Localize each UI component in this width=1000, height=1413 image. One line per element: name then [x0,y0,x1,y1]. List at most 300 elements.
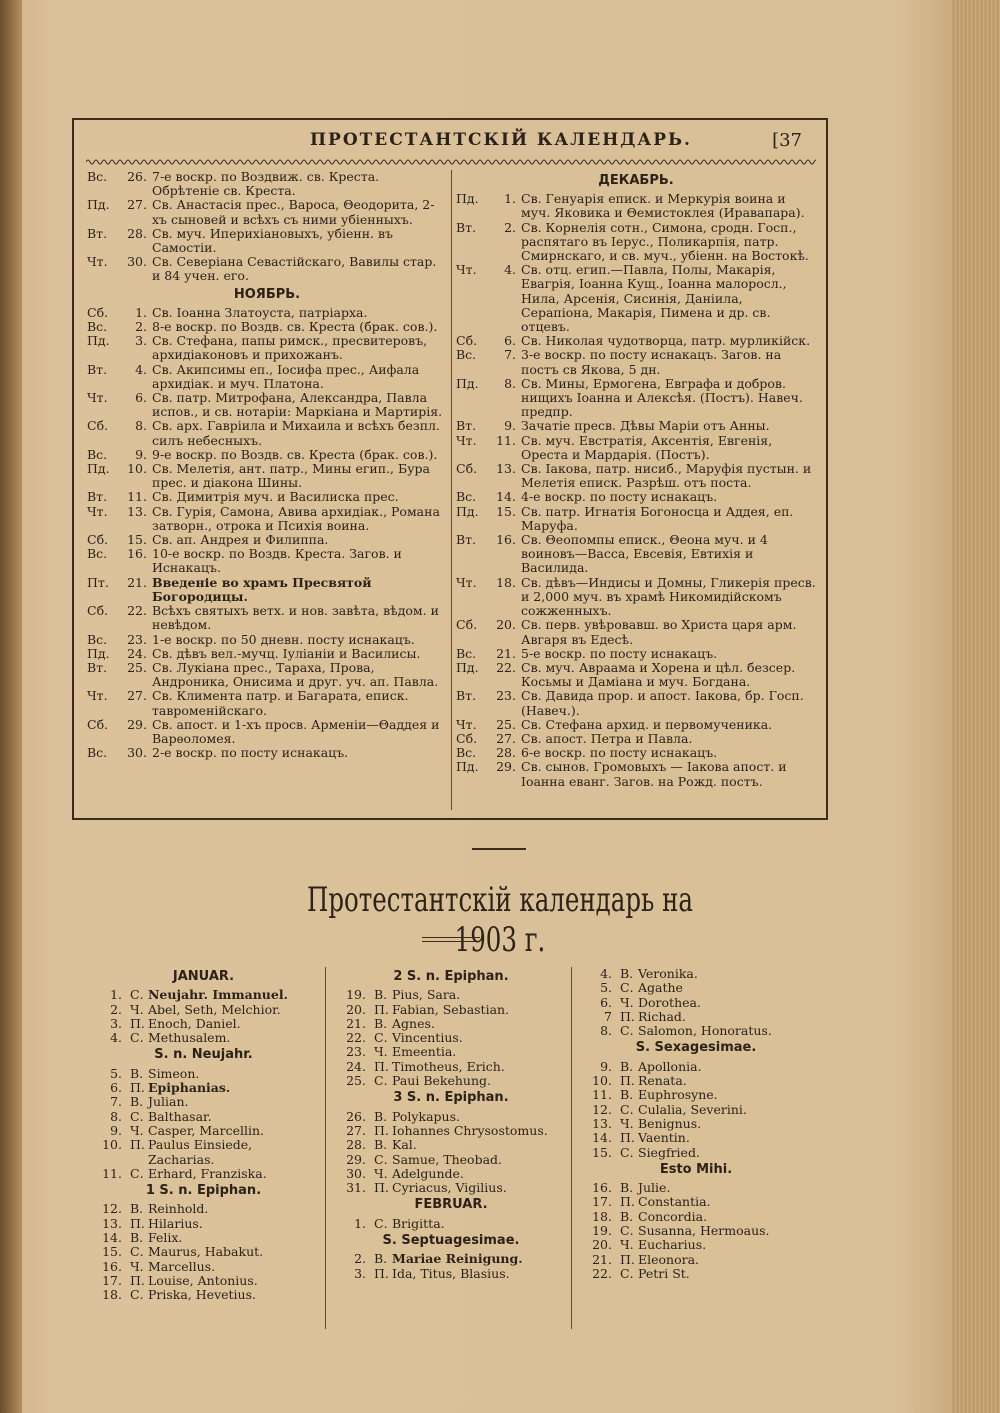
protestant-entry [576,1010,816,1024]
day-number: 27. [346,1122,366,1138]
weekday-abbrev: Чт. [87,688,108,704]
weekday-letter: П. [620,1130,635,1146]
calendar-entry [87,462,447,490]
weekday-abbrev: Сб. [456,730,478,746]
calendar-entry [87,363,447,391]
weekday-abbrev: Пд. [456,191,479,207]
saint-text: Св. муч. Иперихіановыхъ, убіенн. въ Самостіи. [152,225,393,256]
day-number: 8. [110,1108,122,1124]
weekday-letter: В. [130,1094,144,1110]
protestant-entry [576,1238,816,1252]
calendar-entry [87,490,447,504]
protestant-entry [330,1074,572,1088]
saint-text: Св. дѣвъ—Индисы и Домны, Гликерія пресв. и 2,000 муч. въ храмѣ Никомидійскомъ сожженныхъ. [521,574,816,619]
day-number: 26. [127,169,147,184]
protestant-entry [330,1252,572,1266]
name-text: Maurus, Habakut. [148,1244,264,1260]
weekday-letter: Ч. [620,1115,634,1131]
day-number: 4. [600,966,612,981]
name-text: Apollonia. [638,1058,702,1074]
saint-text: 8-е воскр. по Воздв. св. Креста (брак. сов.). [152,319,438,335]
weekday-letter: В. [620,1180,634,1196]
name-text: Louise, Antonius. [148,1272,258,1288]
day-number: 31. [346,1180,366,1196]
calendar-entry [456,576,816,619]
day-number: 14. [496,489,516,505]
name-text: Julie. [638,1180,671,1196]
name-text: Eleonora. [638,1251,700,1267]
day-number: 22. [496,659,516,675]
protestant-entry [576,1181,816,1195]
name-text: Reinhold. [148,1201,209,1217]
name-text: Brigitta. [392,1215,445,1231]
day-number: 25. [346,1073,366,1089]
protestant-entry [330,988,572,1002]
name-text: Erhard, Franziska. [148,1165,267,1181]
title-rule [422,937,480,942]
name-text: Adelgunde. [392,1165,464,1181]
name-text: Casper, Marcellin. [148,1122,265,1138]
calendar-entry [456,377,816,420]
weekday-letter: В. [130,1201,144,1217]
calendar-entry [87,647,447,661]
right-column [456,170,816,789]
name-text: Veronika. [638,966,698,981]
protestant-column-2 [330,967,572,1281]
protestant-entry [576,981,816,995]
weekday-abbrev: Вт. [456,219,477,235]
weekday-abbrev: Пт. [87,574,109,590]
protestant-entry [86,1217,321,1231]
saint-text: Св. отц. егип.—Павла, Полы, Макарія, Евагрія, Іоанна Кущ., Іоанна малоросл., Нила, Арсенія, Сисинія, Даніила, Серапіона, Макарія, Пимена и др. св. отцевъ. [521,262,787,335]
saint-text: Св. ап. Андрея и Филиппа. [152,532,329,548]
day-number: 11. [102,1165,122,1181]
weekday-letter: Ч. [620,1237,634,1253]
protestant-entry [330,1153,572,1167]
weekday-abbrev: Вс. [87,631,108,647]
saint-text: 6-е воскр. по посту иснакацъ. [521,745,718,761]
day-number: 14. [592,1130,612,1146]
weekday-abbrev: Сб. [456,461,478,477]
weekday-letter: П. [130,1137,145,1153]
protestant-heading: S. Sexagesimae. [635,1040,757,1056]
name-text: Euphrosyne. [638,1087,718,1103]
weekday-letter: С. [374,1151,388,1167]
saint-text: Зачатіе пресв. Дѣвы Маріи отъ Анны. [521,418,770,434]
protestant-entry [86,1245,321,1259]
day-number: 9. [110,1122,122,1138]
saint-text: Св. Корнелія сотн., Симона, сродн. Госп., распятаго въ Іерус., Поликарпія, патр. Смирнскаго, и св. муч., убіенн. на Востокѣ. [521,219,809,264]
saint-text: 4-е воскр. по посту иснакацъ. [521,489,718,505]
protestant-calendar-title: Протестантскій календарь на 1903 г. [306,880,694,960]
calendar-entry [456,760,816,788]
calendar-entry [456,419,816,433]
month-heading: ДЕКАБРЬ. [598,173,674,188]
weekday-abbrev: Вс. [87,319,108,335]
weekday-abbrev: Вс. [456,347,477,363]
name-text: Ida, Titus, Blasius. [392,1265,510,1281]
weekday-letter: Ч. [620,994,634,1010]
saint-text: Св. Мелетія, ант. патр., Мины егип., Бура прес. и діакона Шины. [152,461,431,491]
day-number: 24. [346,1058,366,1074]
saint-text: Св. Давида прор. и апост. Іакова, бр. Госп. (Навеч.). [521,688,804,718]
page-number: [37 [772,130,802,151]
day-number: 11. [592,1087,612,1103]
protestant-heading: Esto Mihi. [659,1161,733,1177]
day-number: 21. [346,1015,366,1031]
weekday-abbrev: Вт. [456,688,477,704]
day-number: 7. [110,1094,122,1110]
protestant-entry [86,1095,321,1109]
day-number: 16. [102,1258,122,1274]
weekday-abbrev: Вс. [87,446,108,462]
running-header [80,130,820,158]
saint-text: 5-е воскр. по посту иснакацъ. [521,645,718,661]
day-number: 11. [496,432,516,448]
name-text: Abel, Seth, Melchior. [148,1001,281,1017]
calendar-entry [456,462,816,490]
weekday-abbrev: Чт. [87,390,108,406]
saint-text: Св. Димитрія муч. и Василиска прес. [152,489,399,505]
weekday-letter: П. [620,1194,635,1210]
saint-text: Св. Стефана архид. и первомученика. [521,716,773,732]
weekday-abbrev: Пд. [87,333,110,349]
weekday-letter: Ч. [374,1165,388,1181]
protestant-entry [330,1167,572,1181]
saint-text: 1-е воскр. по 50 дневн. посту иснакацъ. [152,631,415,647]
protestant-entry [330,1217,572,1231]
weekday-letter: В. [620,966,634,981]
calendar-entry [456,661,816,689]
saint-text: Введеніе во храмъ Пресвятой Богородицы. [152,574,372,604]
weekday-letter: П. [374,1001,389,1017]
name-text: Simeon. [148,1065,200,1081]
name-text: Petri St. [638,1265,690,1281]
day-number: 19. [346,987,366,1003]
weekday-abbrev: Чт. [456,432,477,448]
day-number: 23. [127,631,147,647]
header-title: ПРОТЕСТАНТСКIЙ КАЛЕНДАРЬ. [310,130,692,150]
weekday-letter: Ч. [130,1122,144,1138]
calendar-entry [87,689,447,717]
protestant-entry [86,1003,321,1017]
name-text: Neujahr. Immanuel. [148,987,288,1003]
calendar-entry [456,618,816,646]
weekday-letter: С. [374,1215,388,1231]
protestant-entry [330,1003,572,1017]
day-number: 8. [600,1023,612,1039]
protestant-entry [330,1060,572,1074]
calendar-entry [456,334,816,348]
saint-text: Св. муч. Евстратія, Аксентія, Евгенія, Ореста и Мардарія. (Постъ). [521,432,773,462]
weekday-abbrev: Пд. [87,197,110,213]
day-number: 18. [592,1208,612,1224]
protestant-heading: 2 S. n. Epiphan. [393,969,509,984]
calendar-entry [456,192,816,220]
weekday-abbrev: Чт. [456,574,477,590]
name-text: Cyriacus, Vigilius. [392,1180,507,1196]
calendar-entry [456,746,816,760]
protestant-entry [86,1067,321,1081]
weekday-abbrev: Вс. [87,546,108,562]
day-number: 5. [600,980,612,996]
protestant-entry [576,1131,816,1145]
protestant-entry [576,1088,816,1102]
calendar-entry [87,255,447,283]
weekday-abbrev: Сб. [456,617,478,633]
weekday-abbrev: Сб. [87,716,109,732]
calendar-entry [456,718,816,732]
protestant-column-1 [86,967,321,1303]
calendar-entry [456,490,816,504]
day-number: 14. [102,1230,122,1246]
name-text: Julian. [148,1094,189,1110]
weekday-abbrev: Чт. [87,254,108,270]
day-number: 8. [135,418,147,434]
weekday-letter: С. [620,1144,634,1160]
name-text: Concordia. [638,1208,708,1224]
name-text: Epiphanias. [148,1080,231,1096]
protestant-entry [576,1210,816,1224]
day-number: 19. [592,1223,612,1239]
calendar-entry [87,419,447,447]
name-text: Priska, Hevetius. [148,1287,256,1303]
saint-text: Св. Николая чудотворца, патр. мурликійск. [521,333,811,349]
weekday-letter: Ч. [374,1044,388,1060]
name-text: Emeentia. [392,1044,457,1060]
protestant-column-3 [576,967,816,1281]
weekday-letter: П. [374,1180,389,1196]
name-text: Balthasar. [148,1108,212,1124]
day-number: 15. [102,1244,122,1260]
weekday-abbrev: Сб. [87,603,109,619]
calendar-entry [87,306,447,320]
day-number: 12. [592,1101,612,1117]
saint-text: 2-е воскр. по посту иснакацъ. [152,745,349,761]
protestant-entry [330,1045,572,1059]
protestant-entry [86,1124,321,1138]
day-number: 6. [110,1080,122,1096]
day-number: 10. [127,461,147,477]
day-number: 2. [110,1001,122,1017]
calendar-entry [87,746,447,760]
weekday-letter: П. [130,1272,145,1288]
day-number: 17. [102,1272,122,1288]
saint-text: Всѣхъ святыхъ ветх. и нов. завѣта, вѣдом. и невѣдом. [152,603,439,633]
name-text: Iohannes Chrysostomus. [392,1122,548,1138]
weekday-letter: П. [620,1073,635,1089]
protestant-entry [86,988,321,1002]
calendar-entry [87,448,447,462]
day-number: 13. [127,503,147,519]
weekday-letter: С. [374,1073,388,1089]
name-text: Enoch, Daniel. [148,1015,241,1031]
weekday-letter: Ч. [130,1001,144,1017]
protestant-entry [576,1146,816,1160]
weekday-letter: С. [130,1030,144,1046]
name-text: Kal. [392,1137,417,1153]
calendar-entry [87,198,447,226]
protestant-entry [576,1117,816,1131]
day-number: 17. [592,1194,612,1210]
protestant-entry [576,1060,816,1074]
calendar-entry [87,547,447,575]
name-text: Salomon, Honoratus. [638,1023,772,1039]
protestant-entry [86,1231,321,1245]
saint-text: Св. Акипсимы еп., Іосифа прес., Аифала архидіак. и муч. Платона. [152,361,420,391]
day-number: 3. [354,1265,366,1281]
name-text: Renata. [638,1073,687,1089]
saint-text: Св. Іакова, патр. нисиб., Маруфія пустын. и Мелетія еписк. Разрѣш. отъ поста. [521,461,812,491]
saint-text: Св. Гурія, Самона, Авива архидіак., Романа затворн., отрока и Психія воина. [152,503,440,533]
day-number: 20. [346,1001,366,1017]
protestant-entry [330,1267,572,1281]
protestant-entry [330,1181,572,1195]
saint-text: Св. Анастасія прес., Вароса, Θеодорита, 2-хъ сыновей и всѣхъ съ ними убіенныхъ. [152,197,435,227]
weekday-abbrev: Вт. [87,361,108,377]
day-number: 22. [127,603,147,619]
name-text: Timotheus, Erich. [392,1058,505,1074]
calendar-entry [87,718,447,746]
calendar-entry [456,647,816,661]
protestant-entry [576,1267,816,1281]
day-number: 20. [496,617,516,633]
name-text: Vincentius. [392,1030,463,1046]
day-number: 29. [127,716,147,732]
weekday-abbrev: Сб. [87,532,109,548]
weekday-abbrev: Вт. [87,225,108,241]
day-number: 9. [135,446,147,462]
name-text: Agnes. [392,1015,435,1031]
calendar-entry [87,533,447,547]
day-number: 6. [600,994,612,1010]
protestant-entry [576,1195,816,1209]
weekday-letter: В. [620,1058,634,1074]
weekday-letter: С. [374,1030,388,1046]
name-text: Hilarius. [148,1215,203,1231]
weekday-letter: В. [130,1065,144,1081]
protestant-entry [576,1074,816,1088]
calendar-entry [456,434,816,462]
weekday-letter: Ч. [130,1258,144,1274]
saint-text: Св. Іоанна Златоуста, патріарха. [152,304,368,320]
day-number: 15. [496,503,516,519]
day-number: 16. [127,546,147,562]
day-number: 29. [346,1151,366,1167]
day-number: 30. [346,1165,366,1181]
day-number: 30. [127,745,147,761]
protestant-heading: FEBRUAR. [414,1197,488,1213]
day-number: 1. [354,1215,366,1231]
protestant-entry [576,1224,816,1238]
saint-text: Св. Θеопомпы еписк., Θеона муч. и 4 воиновъ—Васса, Евсевія, Евтихія и Василида. [521,532,768,576]
weekday-letter: С. [620,1223,634,1239]
day-number: 1. [504,191,516,207]
column-divider [451,170,452,810]
day-number: 2. [135,319,147,335]
weekday-abbrev: Пд. [87,461,110,477]
protestant-entry [86,1081,321,1095]
day-number: 23. [496,688,516,704]
calendar-entry [456,505,816,533]
day-number: 13. [102,1215,122,1231]
name-text: Eucharius. [638,1237,707,1253]
weekday-letter: П. [130,1080,145,1096]
saint-text: 7-е воскр. по Воздвиж. св. Креста. Обрѣтеніе св. Креста. [152,169,380,199]
day-number: 27. [496,730,516,746]
book-spine-shadow [0,0,22,1413]
saint-text: Св. Стефана, папы римск., пресвитеровъ, архидіаконовъ и прихожанъ. [152,333,428,363]
weekday-abbrev: Чт. [456,262,477,278]
name-text: Constantia. [638,1194,711,1210]
calendar-entry [87,334,447,362]
protestant-entry [576,967,816,981]
saint-text: 10-е воскр. по Воздв. Креста. Загов. и Иснакацъ. [152,546,402,576]
day-number: 9. [504,418,516,434]
name-text: Methusalem. [148,1030,231,1046]
calendar-entry [456,221,816,264]
saint-text: Св. Генуарія еписк. и Меркурія воина и муч. Яковика и Θемистоклея (Иравапара). [521,191,805,221]
weekday-letter: П. [130,1015,145,1031]
weekday-abbrev: Вс. [456,745,477,761]
protestant-entry [86,1017,321,1031]
protestant-entry [330,1031,572,1045]
saint-text: Св. Мины, Ермогена, Евграфа и добров. нищихъ Іоанна и Алексѣя. (Постъ). Навеч. предпр. [521,375,803,420]
day-number: 28. [127,225,147,241]
protestant-heading: 1 S. n. Epiphan. [145,1183,262,1199]
calendar-entry [87,320,447,334]
day-number: 20. [592,1237,612,1253]
saint-text: Св. Северіана Севастійскаго, Вавилы стар. и 84 учен. его. [152,254,437,284]
protestant-entry [86,1260,321,1274]
calendar-entry [87,227,447,255]
name-text: Dorothea. [638,994,701,1010]
day-number: 28. [346,1137,366,1153]
day-number: 15. [127,532,147,548]
protestant-heading: JANUAR. [172,969,235,984]
saint-text: 9-е воскр. по Воздв. св. Креста (брак. сов.). [152,446,438,462]
weekday-letter: П. [130,1215,145,1231]
protestant-entry [86,1110,321,1124]
calendar-entry [456,732,816,746]
name-text: Culalia, Severini. [638,1101,747,1117]
saint-text: Св. сынов. Громовыхъ — Іакова апост. и Іоанна еванг. Загов. на Рожд. постъ. [521,759,787,789]
weekday-letter: П. [374,1058,389,1074]
protestant-heading: S. Septuagesimae. [382,1233,520,1249]
saint-text: 3-е воскр. по посту иснакацъ. Загов. на постъ св Якова, 5 дн. [521,347,782,377]
name-text: Paui Bekehung. [392,1073,492,1089]
day-number: 25. [496,716,516,732]
weekday-abbrev: Сб. [87,418,109,434]
weekday-letter: С. [620,980,634,996]
day-number: 26. [346,1108,366,1124]
day-number: 8. [504,375,516,391]
day-number: 4. [504,262,516,278]
day-number: 21. [592,1251,612,1267]
calendar-entry [456,689,816,717]
weekday-abbrev: Вс. [87,745,108,761]
day-number: 6. [504,333,516,349]
day-number: 10. [592,1073,612,1089]
weekday-letter: В. [130,1230,144,1246]
weekday-letter: С. [130,1165,144,1181]
weekday-abbrev: Чт. [456,716,477,732]
page-stack-edge [952,0,1000,1413]
protestant-entry [576,1253,816,1267]
saint-text: Св. перв. увѣровавш. во Христа царя арм. Авгаря въ Едесѣ. [521,617,797,647]
day-number: 4. [110,1030,122,1046]
protestant-entry [330,1110,572,1124]
